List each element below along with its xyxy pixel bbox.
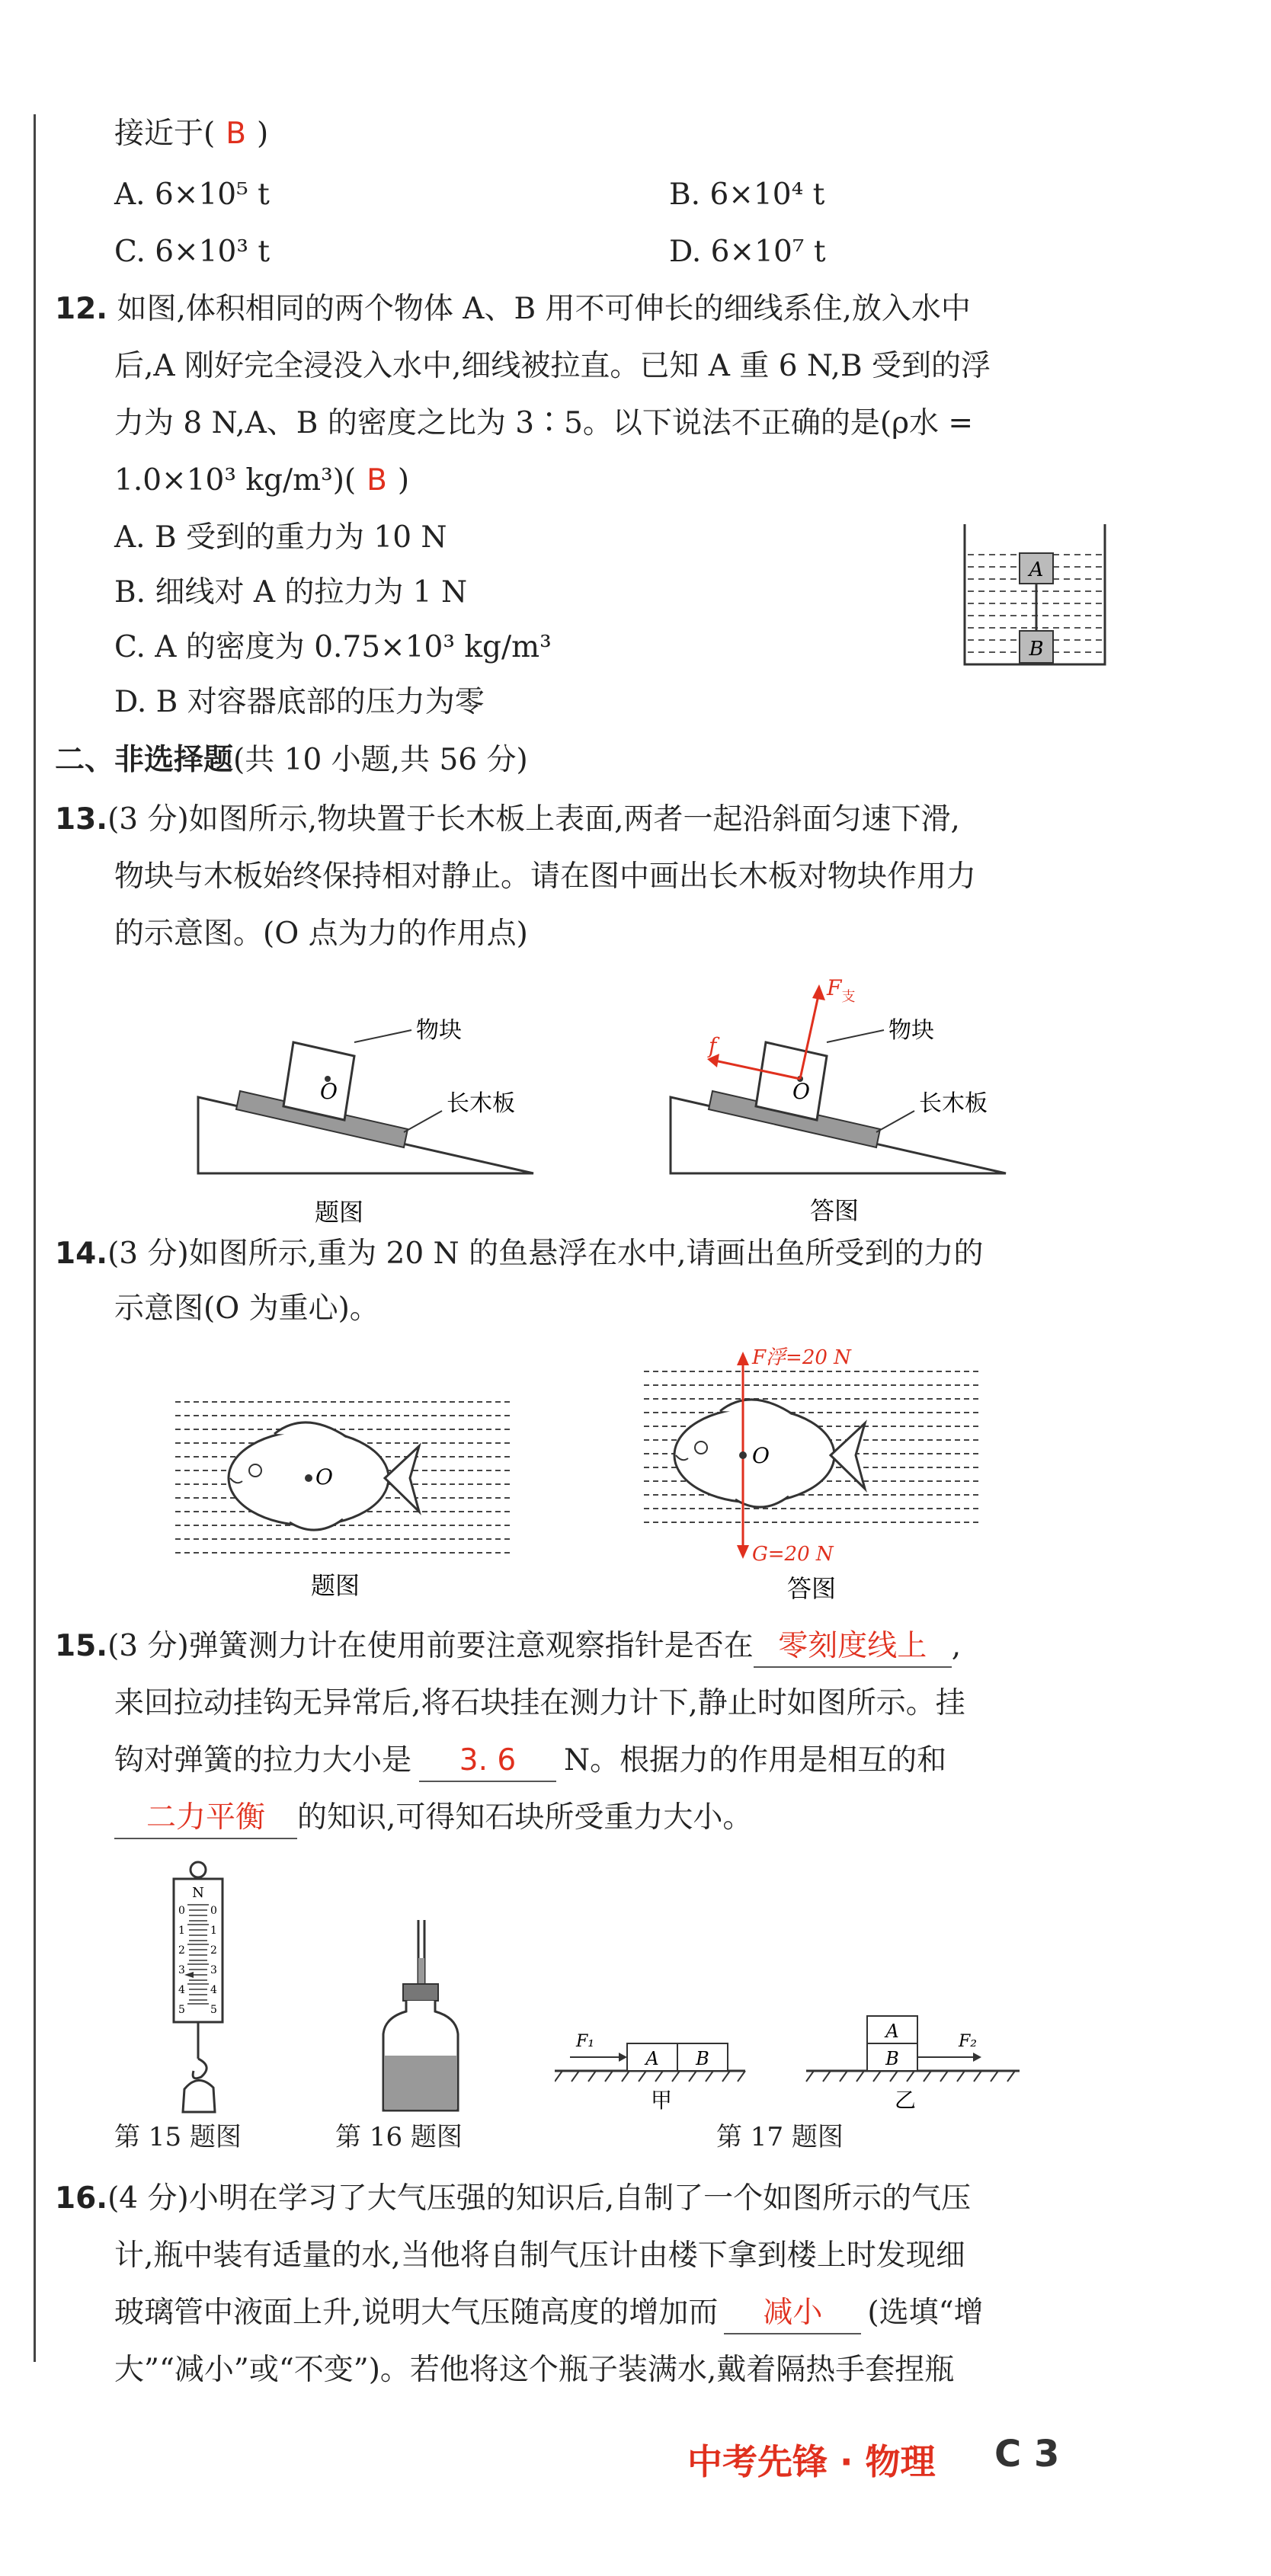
fig15-caption: 第 15 题图 [114, 2122, 242, 2152]
label-yi: 乙 [894, 2088, 917, 2113]
svg-text:4: 4 [210, 1984, 217, 1996]
svg-text:3: 3 [210, 1964, 217, 1976]
q14-line1: 14.(3 分)如图所示,重为 20 N 的鱼悬浮在水中,请画出鱼所受到的力的 [55, 1237, 984, 1271]
svg-text:A: A [885, 2021, 899, 2042]
q11-option-d: D. 6×10⁷ t [669, 235, 826, 269]
q14-cap-answer: 答图 [786, 1574, 837, 1603]
label-a: A [1029, 558, 1044, 581]
q16-line2: 计,瓶中装有适量的水,当他将自制气压计由楼下拿到楼上时发现细 [114, 2238, 965, 2273]
scale-unit: N [192, 1885, 204, 1901]
q16-line3: 玻璃管中液面上升,说明大气压随高度的增加而 减小 (选填“增 [114, 2293, 984, 2334]
q12-line1: 12. 如图,体积相同的两个物体 A、B 用不可伸长的细线系住,放入水中 [55, 292, 971, 326]
q11-stem-tail: 接近于( B ) [114, 117, 269, 151]
label-board: 长木板 [447, 1090, 515, 1117]
center-o: O [315, 1464, 333, 1490]
svg-text:2: 2 [210, 1944, 217, 1957]
svg-text:5: 5 [210, 2004, 217, 2016]
q15-line4: 二力平衡 的知识,可得知石块所受重力大小。 [114, 1798, 752, 1839]
q12-line2: 后,A 刚好完全浸没入水中,细线被拉直。已知 A 重 6 N,B 受到的浮 [114, 349, 991, 383]
q13-line2: 物块与木板始终保持相对静止。请在图中画出长木板对物块作用力 [114, 859, 977, 894]
label-board: 长木板 [919, 1090, 988, 1117]
q12-figure [959, 518, 1111, 670]
q15-line1: 15.(3 分)弹簧测力计在使用前要注意观察指针是否在 零刻度线上 , [55, 1627, 961, 1668]
barometer-figure [377, 1920, 461, 2118]
svg-text:2: 2 [178, 1944, 185, 1957]
svg-text:1: 1 [178, 1925, 185, 1937]
q12-option-d: D. B 对容器底部的压力为零 [114, 685, 485, 719]
q15-answer1: 零刻度线上 [754, 1627, 952, 1668]
q16-answer: 减小 [724, 2293, 861, 2334]
friction-label: f [709, 1033, 717, 1058]
fig17-caption: 第 17 题图 [716, 2122, 844, 2152]
q15-answer2: 3. 6 [419, 1741, 556, 1782]
q11-option-a: A. 6×10⁵ t [114, 178, 270, 212]
left-margin-rule [34, 114, 36, 2362]
q13-line3: 的示意图。(O 点为力的作用点) [114, 917, 528, 951]
svg-text:3: 3 [178, 1964, 185, 1976]
fig16-caption: 第 16 题图 [335, 2122, 463, 2152]
q12-option-b: B. 细线对 A 的拉力为 1 N [114, 575, 468, 610]
label-block: 物块 [888, 1017, 934, 1044]
q14-answer-figure [636, 1341, 987, 1608]
q13-line1: 13.(3 分)如图所示,物块置于长木板上表面,两者一起沿斜面匀速下滑, [55, 802, 960, 837]
section2-heading: 二、非选择题(共 10 小题,共 56 分) [55, 743, 528, 777]
svg-text:B: B [885, 2048, 899, 2069]
q13-cap-question: 题图 [314, 1198, 364, 1227]
gravity-label: G=20 N [752, 1543, 834, 1566]
q12-line3: 力为 8 N,A、B 的密度之比为 3∶5。以下说法不正确的是(ρ水 = [114, 406, 974, 440]
svg-text:B: B [696, 2048, 709, 2069]
q11-answer: B [226, 117, 246, 151]
center-o: O [752, 1443, 770, 1468]
svg-text:5: 5 [178, 2004, 185, 2016]
q16-line4: 大”“减小”或“不变”)。若他将这个瓶子装满水,戴着隔热手套捏瓶 [114, 2353, 955, 2387]
svg-text:1: 1 [210, 1925, 217, 1937]
q14-cap-question: 题图 [310, 1571, 360, 1600]
q12-option-c: C. A 的密度为 0.75×10³ kg/m³ [114, 630, 552, 664]
q15-answer3: 二力平衡 [114, 1798, 297, 1839]
q14-line2: 示意图(O 为重心)。 [114, 1291, 379, 1326]
q12-answer: B [367, 463, 387, 498]
stone [183, 2080, 215, 2112]
fish [674, 1400, 865, 1507]
spring-scale-figure [145, 1859, 251, 2118]
svg-text:0: 0 [178, 1905, 185, 1917]
buoyancy-label: F浮=20 N [752, 1346, 851, 1369]
svg-text:4: 4 [178, 1984, 185, 1996]
q15-line3: 钩对弹簧的拉力大小是 3. 6 N。根据力的作用是相互的和 [114, 1741, 946, 1782]
label-jia: 甲 [650, 2088, 673, 2113]
force-support-label: $F_支$ [827, 975, 856, 1005]
point-o: O [320, 1079, 338, 1104]
label-b: B [1029, 638, 1044, 661]
svg-text:A: A [645, 2048, 659, 2069]
force-f2: F₂ [959, 2032, 978, 2051]
q13-question-figure [183, 998, 579, 1227]
q13-answer-figure [655, 968, 1052, 1227]
force-f1: F₁ [576, 2032, 595, 2051]
q12-option-a: A. B 受到的重力为 10 N [114, 520, 447, 555]
q14-question-figure [168, 1387, 518, 1608]
q13-cap-answer: 答图 [809, 1196, 860, 1225]
q16-line1: 16.(4 分)小明在学习了大气压强的知识后,自制了一个如图所示的气压 [55, 2181, 972, 2216]
point-o: O [792, 1079, 810, 1104]
q11-option-b: B. 6×10⁴ t [669, 178, 825, 212]
q15-line2: 来回拉动挂钩无异常后,将石块挂在测力计下,静止时如图所示。挂 [114, 1686, 965, 1720]
page-number: C 3 [994, 2433, 1060, 2475]
q17-figure [555, 1996, 1042, 2118]
q11-option-c: C. 6×10³ t [114, 235, 271, 269]
q12-line4: 1.0×10³ kg/m³)( B ) [114, 463, 410, 498]
footer-brand: 中考先锋 · 物理 [687, 2441, 936, 2482]
label-block: 物块 [416, 1017, 462, 1044]
svg-text:0: 0 [210, 1905, 217, 1917]
